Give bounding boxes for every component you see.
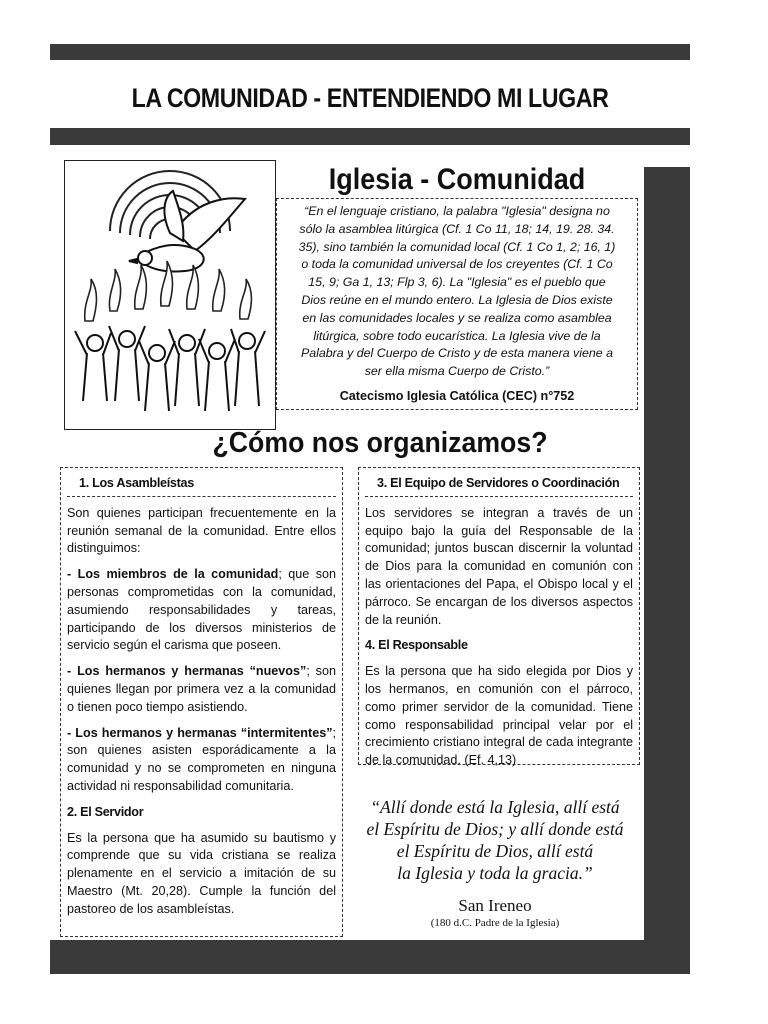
top-decorative-bar — [50, 44, 690, 60]
section-heading-organizacion: ¿Cómo nos organizamos? — [212, 427, 548, 459]
responsable-heading: 4. El Responsable — [365, 638, 468, 653]
bottom-decorative-bar — [50, 940, 690, 974]
equipo-paragraph: Los servidores se integran a través de un equipo bajo la guía del Responsable de la comunidad; juntos buscan discernir la voluntad de Dios para la comunidad en comunión con las orientaciones del Papa, el Obispo local y el párroco. Se encargan de los diversos aspectos de la reunión. — [365, 505, 633, 627]
servidor-heading: 2. El Servidor — [67, 804, 144, 819]
intermittent-paragraph: - Los hermanos y hermanas “intermitentes”; son quienes asisten esporádicamente a la comunidad y no se comprometen en ninguna actividad ni responsabilidad comunitaria. — [67, 725, 336, 793]
asambleistas-intro: Son quienes participan frecuentemente en la reunión semanal de la comunidad. Entre ellos distinguimos: — [67, 505, 336, 556]
equipo-heading: 3. El Equipo de Servidores o Coordinación — [365, 472, 633, 497]
servidor-paragraph: Es la persona que ha asumido su bautismo y comprende que su vida cristiana se realiza plenamente en el servicio a imitación de su Maestro (Mt. 20,28). Cumple la función del pastoreo de los asambleístas. — [67, 830, 336, 916]
page-title: LA COMUNIDAD - ENTENDIENDO MI LUGAR — [131, 83, 609, 113]
title-underline-bar — [50, 128, 690, 145]
closing-quote-block — [345, 796, 645, 930]
quote-author-dates: (180 d.C. Padre de la Iglesia) — [430, 917, 560, 929]
quote-author: San Ireneo — [458, 896, 532, 915]
right-column-box — [358, 467, 640, 768]
dove-and-people-illustration — [64, 160, 276, 430]
quote-source: Catecismo Iglesia Católica (CEC) n°752 — [339, 388, 575, 403]
left-column-box — [60, 467, 343, 937]
section-heading-iglesia: Iglesia - Comunidad — [328, 163, 586, 196]
dove-illustration-icon — [65, 161, 275, 429]
catechism-quote: “En el lenguaje cristiano, la palabra "Iglesia" designa no sólo la asamblea litúrgica (Cf. 1 Co 11, 18; 14, 19. 28. 34. 35), sino también la comunidad local (Cf. 1 Co 1, 2; 16, 1) o toda la comunidad universal de los creyentes (Cf. 1 Co 15, 9; Ga 1, 13; Flp 3, 6). La "Iglesia" es el pueblo que Dios reúne en el mundo entero. La Iglesia de Dios existe en las comunidades locales y se realiza como asamblea litúrgica, sobre todo eucarística. La Iglesia vive de la Palabra y del Cuerpo de Cristo y de esta manera viene a ser ella misma Cuerpo de Cristo.” — [298, 204, 616, 379]
catechism-quote-box — [276, 198, 638, 410]
new-members-paragraph: - Los hermanos y hermanas “nuevos”; son quienes llegan por primera vez a la comunidad o tienen poco tiempo asistiendo. — [67, 664, 336, 714]
right-decorative-bar — [644, 167, 690, 944]
closing-quote: “Allí donde está la Iglesia, allí está el Espíritu de Dios; y allí donde está el Espíritu de Dios, allí está la Iglesia y toda la gracia.” — [366, 797, 624, 883]
asambleistas-heading: 1. Los Asambleístas — [67, 472, 336, 497]
members-paragraph: - Los miembros de la comunidad; que son personas comprometidas con la comunidad, asumiendo responsabilidades y tareas, participando de los diversos ministerios de servicio según el carisma que poseen. — [67, 567, 336, 653]
responsable-paragraph: Es la persona que ha sido elegida por Dios y los hermanos, en comunión con el párroco, como primer servidor de la comunidad. Tiene como responsabilidad principal velar por el crecimiento cristiano integral de cada integrante de la comunidad. (Ef. 4,13) — [365, 664, 633, 768]
